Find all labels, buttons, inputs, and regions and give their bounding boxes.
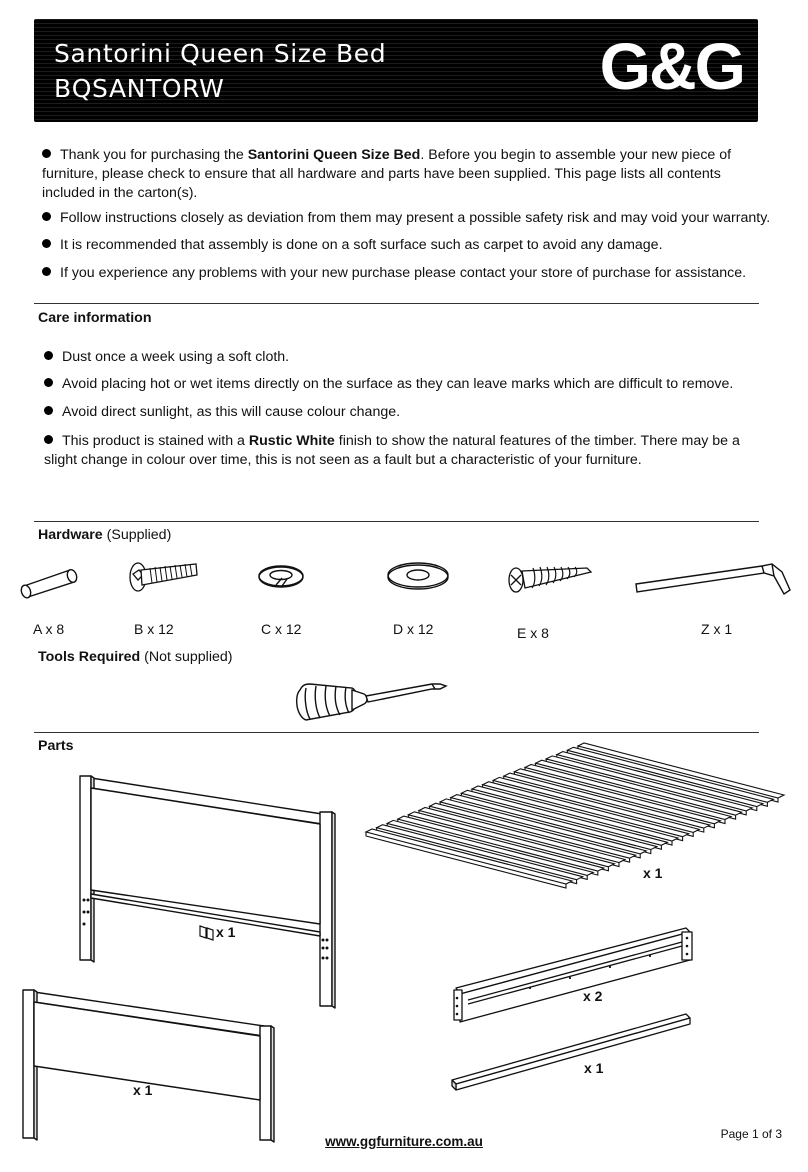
finish-name: Rustic White — [248, 433, 335, 449]
side-rail-qty: x 2 — [583, 988, 603, 1004]
divider — [34, 521, 759, 522]
footboard-qty: x 1 — [133, 1082, 153, 1098]
bullet-icon — [42, 212, 51, 221]
screw-icon — [505, 558, 595, 598]
website-link[interactable]: www.ggfurniture.com.au — [325, 1134, 483, 1149]
slats-qty: x 1 — [643, 865, 663, 881]
bullet-icon — [42, 239, 51, 248]
side-rail-illustration — [450, 920, 700, 1024]
parts-heading: Parts — [38, 738, 74, 754]
headboard-illustration — [76, 772, 338, 1012]
intro-paragraph-1: Thank you for purchasing the Santorini Queen Size Bed. Before you begin to assemble your new piece of furniture, please check to ensure that all hardware and parts have been supplied. This page lists all contents included in the carton(s). — [42, 147, 732, 201]
care-heading: Care information — [38, 310, 152, 326]
flat-washer-icon — [386, 561, 450, 593]
hardware-label-z: Z x 1 — [701, 621, 733, 637]
bullet-icon — [42, 149, 51, 158]
allen-key-icon — [634, 560, 794, 604]
divider — [34, 303, 759, 304]
hardware-heading: Hardware (Supplied) — [38, 527, 172, 543]
hardware-label-e: E x 8 — [517, 625, 549, 641]
hardware-label-c: C x 12 — [261, 621, 302, 637]
product-code: BQSANTORW — [54, 74, 225, 103]
hardware-label-d: D x 12 — [393, 621, 434, 637]
bullet-icon — [44, 378, 53, 387]
bullet-icon — [44, 435, 53, 444]
bullet-icon — [42, 267, 51, 276]
spring-washer-icon — [256, 562, 308, 592]
care-item-3: Avoid direct sunlight, as this will cause colour change. — [44, 403, 774, 422]
hardware-label-b: B x 12 — [134, 621, 174, 637]
bullet-icon — [44, 351, 53, 360]
brand-logo: G&G — [599, 29, 744, 103]
footboard-illustration — [20, 986, 282, 1140]
product-name: Santorini Queen Size Bed — [54, 39, 387, 68]
tools-heading: Tools Required (Not supplied) — [38, 649, 233, 665]
intro-paragraph-4: If you experience any problems with your new purchase please contact your store of purchase for assistance. — [42, 264, 772, 283]
product-name-inline: Santorini Queen Size Bed — [247, 147, 421, 163]
care-item-4: This product is stained with a Rustic White finish to show the natural features of the timber. There may be a slight change in colour over time, this is not seen as a fault but a characteristic of your furniture. — [44, 433, 740, 468]
divider — [34, 732, 759, 733]
dowel-icon — [16, 562, 78, 598]
header-banner — [34, 19, 758, 122]
center-rail-qty: x 1 — [584, 1060, 604, 1076]
slats-illustration — [364, 766, 792, 890]
headboard-qty: x 1 — [216, 924, 236, 940]
page-number: Page 1 of 3 — [720, 1127, 782, 1141]
bullet-icon — [44, 406, 53, 415]
intro-paragraph-3: It is recommended that assembly is done on a soft surface such as carpet to avoid any damage. — [42, 236, 772, 255]
hardware-label-a: A x 8 — [33, 621, 65, 637]
screwdriver-icon — [292, 676, 452, 724]
bolt-icon — [126, 558, 200, 594]
care-item-1: Dust once a week using a soft cloth. — [44, 348, 774, 367]
intro-paragraph-2: Follow instructions closely as deviation from them may present a possible safety risk and may void your warranty. — [42, 209, 772, 228]
center-rail-illustration — [448, 1010, 696, 1094]
care-item-2: Avoid placing hot or wet items directly on the surface as they can leave marks which are difficult to remove. — [44, 375, 774, 394]
